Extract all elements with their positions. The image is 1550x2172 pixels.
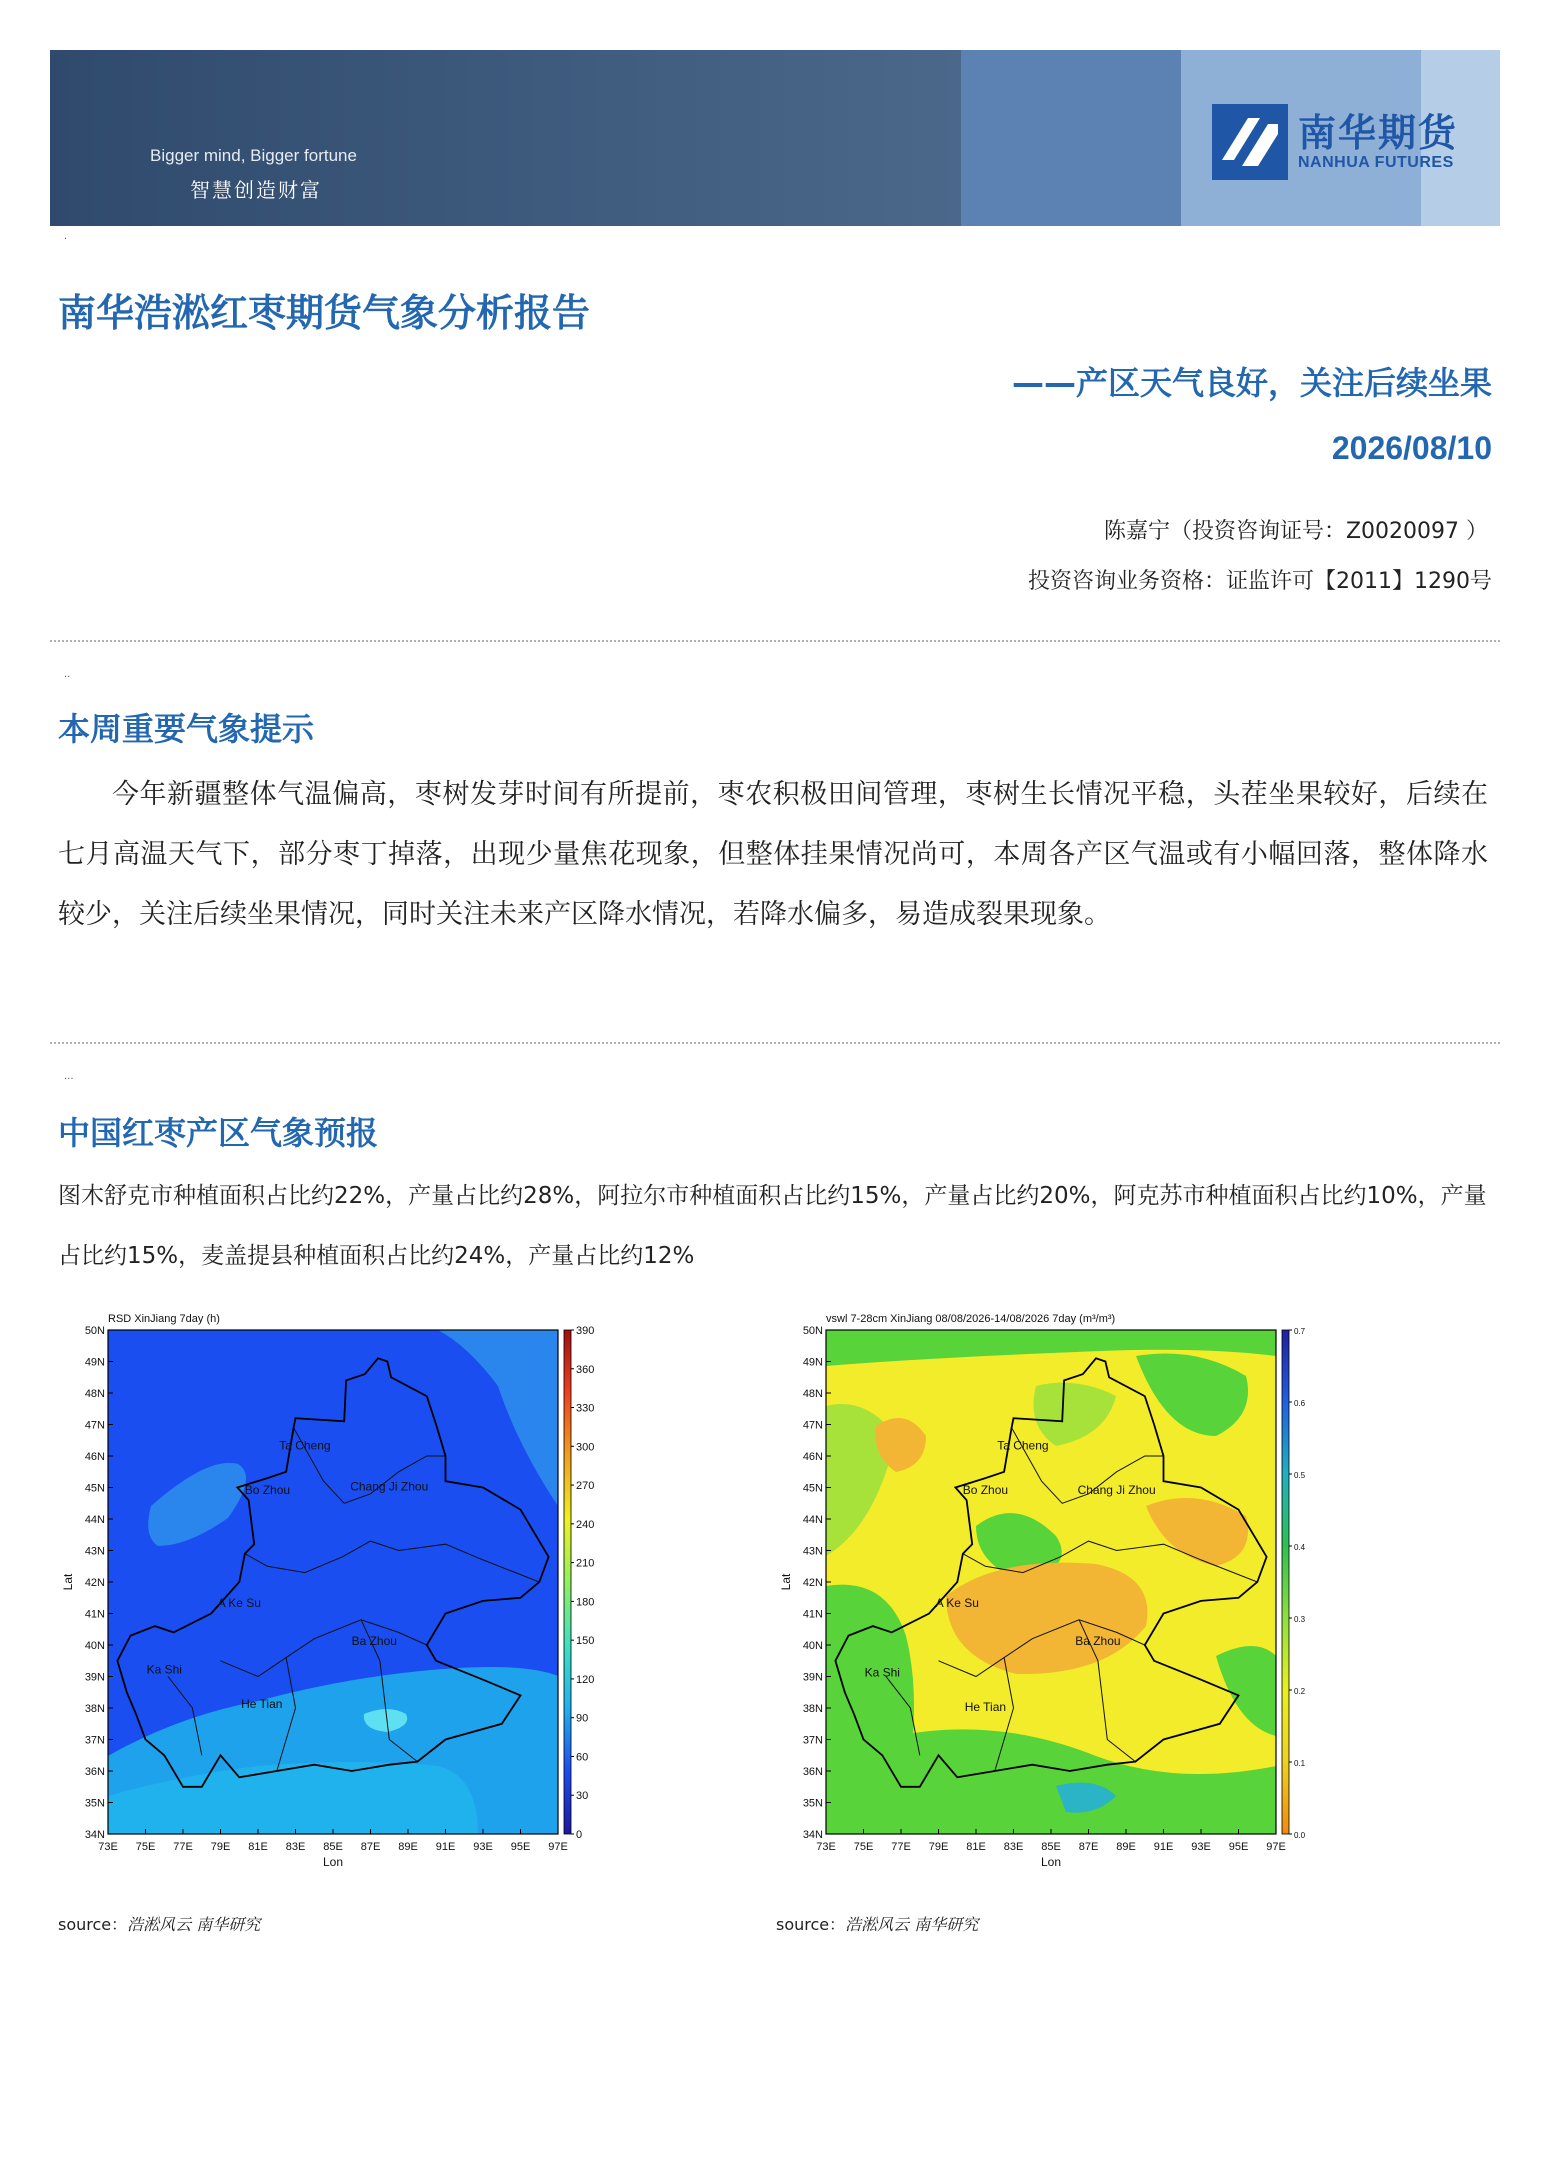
report-date: 2026/08/10 xyxy=(1331,430,1492,466)
colorbar-tick-label: 60 xyxy=(576,1751,589,1764)
y-tick-label: 34N xyxy=(802,1829,823,1841)
chart-title: RSD XinJiang 7day (h) xyxy=(108,1313,220,1325)
y-tick-label: 44N xyxy=(802,1514,823,1526)
source-text: 浩淞风云 南华研究 xyxy=(845,1915,979,1934)
sunshine-duration-map xyxy=(58,1296,758,1886)
y-axis-label: Lat xyxy=(61,1573,75,1591)
slogan-cn: 智慧创造财富 xyxy=(190,178,322,202)
x-tick-label: 93E xyxy=(1191,1841,1211,1853)
x-tick-label: 97E xyxy=(548,1841,568,1853)
nanhua-logo-icon xyxy=(1212,104,1288,180)
x-tick-label: 85E xyxy=(323,1841,343,1853)
y-tick-label: 43N xyxy=(802,1545,823,1558)
colorbar-tick-label: 210 xyxy=(576,1557,595,1570)
y-tick-label: 48N xyxy=(84,1388,105,1400)
source-label: source： xyxy=(58,1915,128,1934)
place-label: Ta Cheng xyxy=(279,1438,331,1453)
report-title: 南华浩淞红枣期货气象分析报告 xyxy=(58,291,591,335)
y-tick-label: 41N xyxy=(802,1608,823,1621)
y-tick-label: 38N xyxy=(802,1703,823,1715)
x-tick-label: 93E xyxy=(473,1841,493,1853)
colorbar-tick-label: 0.6 xyxy=(1294,1399,1306,1408)
banner-dark-panel xyxy=(50,50,961,226)
y-tick-label: 46N xyxy=(84,1451,105,1463)
x-tick-label: 77E xyxy=(173,1841,193,1853)
forecast-paragraph: 图木舒克市种植面积占比约22%，产量占比约28%，阿拉尔市种植面积占比约15%，产量占比约20%，阿克苏市种植面积占比约10%，产量占比约15%，麦盖提县种植面积占比约24%，产量占比约12% xyxy=(58,1183,1487,1269)
colorbar-tick-label: 90 xyxy=(576,1712,589,1725)
marker-dot: · xyxy=(64,234,68,245)
place-label: Chang Ji Zhou xyxy=(1077,1482,1156,1497)
colorbar-tick-label: 0.1 xyxy=(1294,1759,1306,1768)
soil-moisture-map xyxy=(776,1296,1476,1886)
colorbar-tick-label: 0.5 xyxy=(1294,1471,1306,1480)
colorbar-tick-label: 180 xyxy=(576,1596,595,1609)
x-tick-label: 77E xyxy=(891,1841,911,1853)
y-tick-label: 39N xyxy=(84,1671,105,1684)
y-tick-label: 43N xyxy=(84,1545,105,1558)
place-label: Bo Zhou xyxy=(962,1482,1009,1497)
colorbar xyxy=(564,1330,571,1834)
y-tick-label: 36N xyxy=(84,1766,105,1778)
colorbar-tick-label: 0 xyxy=(576,1829,583,1841)
report-subtitle: ——产区天气良好，关注后续坐果 xyxy=(1011,364,1492,402)
y-tick-label: 45N xyxy=(84,1482,105,1495)
chart-source-right xyxy=(776,1912,978,1935)
colorbar-tick-label: 390 xyxy=(576,1325,595,1337)
y-tick-label: 49N xyxy=(84,1356,105,1369)
place-label: A Ke Su xyxy=(935,1596,979,1611)
x-axis-label: Lon xyxy=(322,1855,344,1869)
x-tick-label: 81E xyxy=(966,1841,986,1853)
y-tick-label: 42N xyxy=(84,1577,105,1589)
y-axis-label: Lat xyxy=(779,1573,793,1591)
y-tick-label: 47N xyxy=(84,1419,105,1432)
y-tick-label: 46N xyxy=(802,1451,823,1463)
y-tick-label: 34N xyxy=(84,1829,105,1841)
place-label: Ka Shi xyxy=(864,1665,900,1680)
source-text: 浩淞风云 南华研究 xyxy=(127,1915,261,1934)
section-heading-forecast: 中国红枣产区气象预报 xyxy=(58,1114,379,1152)
x-tick-label: 91E xyxy=(1153,1841,1174,1853)
place-label: Ba Zhou xyxy=(351,1634,397,1648)
colorbar-tick-label: 0.3 xyxy=(1294,1615,1306,1624)
place-label: He Tian xyxy=(964,1700,1007,1715)
place-label: Ka Shi xyxy=(146,1662,182,1677)
y-tick-label: 40N xyxy=(84,1640,105,1652)
section-heading-weather-tips: 本周重要气象提示 xyxy=(58,710,315,748)
y-tick-label: 35N xyxy=(84,1797,105,1810)
place-label: Ta Cheng xyxy=(997,1438,1049,1453)
section-divider xyxy=(50,640,1500,642)
chart-source-left xyxy=(58,1912,260,1935)
x-tick-label: 87E xyxy=(360,1841,381,1853)
y-tick-label: 45N xyxy=(802,1482,823,1495)
x-tick-label: 85E xyxy=(1041,1841,1061,1853)
y-tick-label: 50N xyxy=(84,1325,105,1337)
x-tick-label: 79E xyxy=(210,1841,231,1853)
colorbar-tick-label: 120 xyxy=(576,1673,595,1686)
logo-cn-text: 南华期货 xyxy=(1298,111,1459,155)
x-tick-label: 75E xyxy=(135,1841,156,1853)
x-tick-label: 83E xyxy=(1003,1841,1024,1853)
x-tick-label: 97E xyxy=(1266,1841,1286,1853)
y-tick-label: 35N xyxy=(802,1797,823,1810)
x-tick-label: 73E xyxy=(816,1841,836,1853)
report-qualification: 投资咨询业务资格：证监许可【2011】1290号 xyxy=(1028,569,1492,594)
y-tick-label: 42N xyxy=(802,1577,823,1589)
y-tick-label: 36N xyxy=(802,1766,823,1778)
x-tick-label: 87E xyxy=(1078,1841,1099,1853)
colorbar-tick-label: 360 xyxy=(576,1363,595,1376)
place-label: Ba Zhou xyxy=(1075,1634,1121,1648)
banner-mid-panel xyxy=(961,50,1181,226)
logo-en-text: NANHUA FUTURES xyxy=(1298,154,1454,171)
colorbar xyxy=(1282,1330,1289,1834)
x-tick-label: 81E xyxy=(248,1841,268,1853)
map-field xyxy=(108,1328,558,1834)
report-author: 陈嘉宁（投资咨询证号：Z0020097 ） xyxy=(1103,519,1488,544)
y-tick-label: 37N xyxy=(84,1734,105,1747)
place-label: Bo Zhou xyxy=(244,1482,291,1497)
x-tick-label: 89E xyxy=(1116,1841,1136,1853)
weather-tips-paragraph: 今年新疆整体气温偏高，枣树发芽时间有所提前，枣农积极田间管理，枣树生长情况平稳，头茬坐果较好，后续在七月高温天气下，部分枣丁掉落，出现少量焦花现象，但整体挂果情况尚可，本周各产区气温或有小幅回落，整体降水较少，关注后续坐果情况，同时关注未来产区降水情况，若降水偏多，易造成裂果现象。 xyxy=(58,779,1488,930)
colorbar-tick-label: 150 xyxy=(576,1635,595,1648)
marker-dot: ··· xyxy=(64,1074,74,1085)
y-tick-label: 39N xyxy=(802,1671,823,1684)
x-tick-label: 95E xyxy=(1228,1841,1249,1853)
colorbar-tick-label: 0.2 xyxy=(1294,1687,1306,1696)
y-tick-label: 37N xyxy=(802,1734,823,1747)
place-label: Chang Ji Zhou xyxy=(350,1479,429,1494)
colorbar-tick-label: 30 xyxy=(576,1790,589,1803)
x-tick-label: 89E xyxy=(398,1841,418,1853)
colorbar-tick-label: 300 xyxy=(576,1441,595,1454)
y-tick-label: 49N xyxy=(802,1356,823,1369)
y-tick-label: 44N xyxy=(84,1514,105,1526)
colorbar-tick-label: 0.7 xyxy=(1294,1327,1306,1336)
x-tick-label: 73E xyxy=(98,1841,118,1853)
y-tick-label: 48N xyxy=(802,1388,823,1400)
section-divider xyxy=(50,1042,1500,1044)
chart-title: vswl 7-28cm XinJiang 08/08/2026-14/08/2026 7day (m³/m³) xyxy=(826,1313,1116,1325)
x-tick-label: 79E xyxy=(928,1841,949,1853)
nanhua-logo xyxy=(1212,104,1458,180)
slogan-en: Bigger mind, Bigger fortune xyxy=(150,146,357,165)
colorbar-tick-label: 270 xyxy=(576,1480,595,1493)
source-label: source： xyxy=(776,1915,846,1934)
y-tick-label: 47N xyxy=(802,1419,823,1432)
y-tick-label: 40N xyxy=(802,1640,823,1652)
x-axis-label: Lon xyxy=(1040,1855,1062,1869)
x-tick-label: 75E xyxy=(853,1841,874,1853)
colorbar-tick-label: 330 xyxy=(576,1402,595,1415)
colorbar-tick-label: 240 xyxy=(576,1518,595,1531)
x-tick-label: 95E xyxy=(510,1841,531,1853)
place-label: A Ke Su xyxy=(217,1596,261,1611)
x-tick-label: 83E xyxy=(285,1841,306,1853)
colorbar-tick-label: 0.0 xyxy=(1294,1831,1306,1840)
y-tick-label: 50N xyxy=(802,1325,823,1337)
map-field xyxy=(826,1330,1276,1834)
place-label: He Tian xyxy=(241,1697,283,1711)
y-tick-label: 41N xyxy=(84,1608,105,1621)
y-tick-label: 38N xyxy=(84,1703,105,1715)
colorbar-tick-label: 0.4 xyxy=(1294,1543,1306,1552)
marker-dot: ·· xyxy=(64,672,71,683)
x-tick-label: 91E xyxy=(435,1841,456,1853)
